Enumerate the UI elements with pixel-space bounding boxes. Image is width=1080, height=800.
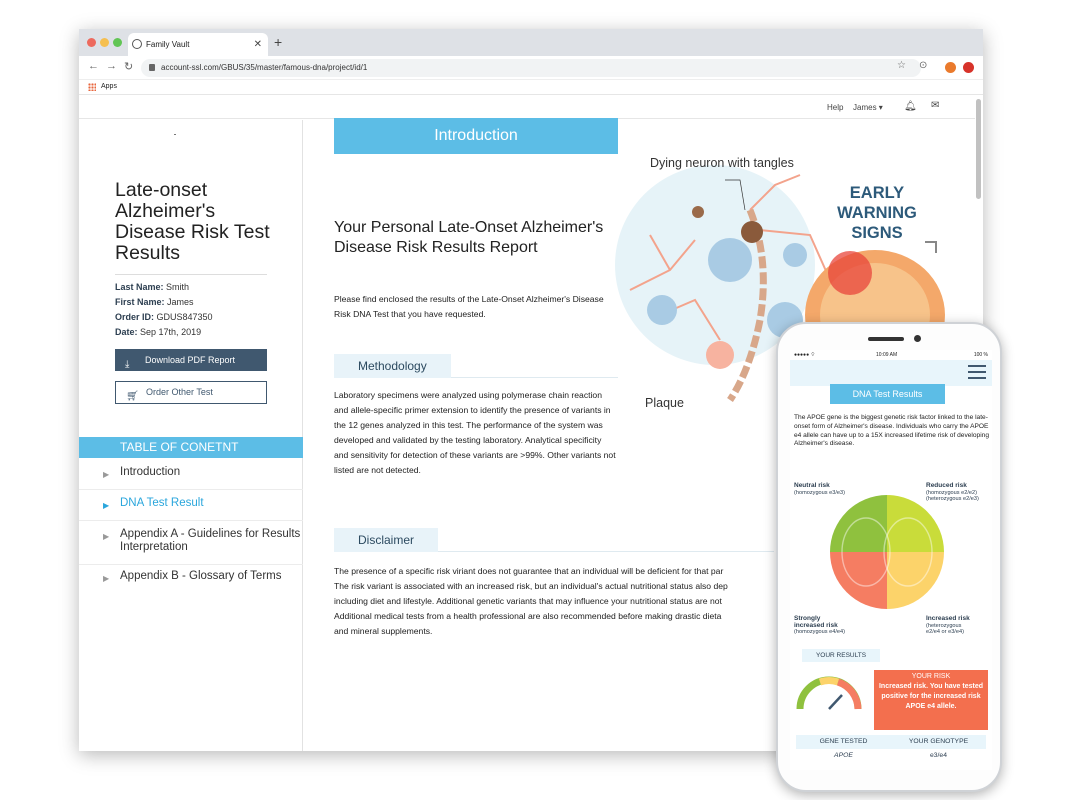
bell-icon[interactable]: 🔔︎ bbox=[904, 101, 917, 112]
reload-icon[interactable]: ↻ bbox=[124, 61, 134, 73]
apps-bookmark[interactable]: Apps bbox=[101, 83, 117, 90]
report-title: Your Personal Late-Onset Alzheimer's Disease Risk Results Report bbox=[334, 219, 604, 256]
toc-item-appendix-a[interactable]: ▶ Appendix A - Guidelines for Results Interpretation bbox=[79, 528, 303, 565]
logo-dot bbox=[174, 134, 176, 135]
early-warning-line-3: SIGNS bbox=[851, 224, 903, 242]
toc-item-dna-test-result[interactable]: ▶ DNA Test Result bbox=[79, 497, 303, 521]
caret-right-icon: ▶ bbox=[103, 470, 110, 479]
tangle-dot bbox=[692, 206, 704, 218]
maximize-window-button[interactable] bbox=[113, 38, 122, 47]
download-pdf-button[interactable]: ⤓ Download PDF Report bbox=[115, 349, 267, 371]
caret-right-icon: ▶ bbox=[103, 532, 110, 541]
gauge-arc-yellow bbox=[820, 681, 838, 682]
close-window-button[interactable] bbox=[87, 38, 96, 47]
user-menu[interactable]: James ▾ bbox=[853, 103, 883, 112]
globe-icon bbox=[132, 39, 142, 49]
dying-neuron-label: Dying neuron with tangles bbox=[650, 156, 794, 170]
early-warning-line-2: WARNING bbox=[837, 204, 917, 222]
report-heading: Late-onset Alzheimer's Disease Risk Test Results bbox=[115, 179, 270, 264]
brain-hotspot bbox=[828, 251, 872, 295]
your-results-heading: YOUR RESULTS bbox=[802, 649, 880, 662]
corner-bracket bbox=[925, 242, 936, 253]
phone-header bbox=[790, 360, 992, 386]
divider bbox=[115, 274, 267, 275]
risk-brain-chart bbox=[828, 493, 946, 611]
toc-heading: TABLE OF CONETNT bbox=[79, 437, 303, 458]
close-tab-icon[interactable]: ✕ bbox=[253, 39, 262, 50]
meta-last-name: Last Name: Smith bbox=[115, 282, 190, 292]
phone-status-bar: ●●●●● ⌔ 10:09 AM 100 % bbox=[794, 352, 988, 358]
order-other-test-button[interactable]: 🛒︎ Order Other Test bbox=[115, 381, 267, 404]
bookmarks-bar bbox=[79, 80, 983, 95]
browser-toolbar bbox=[79, 56, 983, 80]
reduced-risk-label: Reduced risk (homozygous e2/e2) (heterozygous e2/e3) bbox=[926, 482, 979, 502]
sidebar bbox=[79, 120, 303, 751]
toc-item-appendix-b[interactable]: ▶ Appendix B - Glossary of Terms bbox=[103, 570, 282, 583]
plaque-label: Plaque bbox=[645, 396, 684, 410]
disclaimer-header: Disclaimer bbox=[334, 528, 774, 552]
caret-right-icon: ▶ bbox=[103, 501, 110, 510]
apps-grid-icon bbox=[88, 83, 96, 91]
dna-test-results-button[interactable]: DNA Test Results bbox=[830, 384, 945, 404]
extension-icon-2[interactable] bbox=[963, 62, 974, 73]
cart-icon: 🛒︎ bbox=[126, 391, 139, 402]
phone-screen bbox=[790, 350, 992, 770]
address-bar[interactable] bbox=[141, 59, 921, 77]
hamburger-menu-icon[interactable] bbox=[968, 365, 986, 379]
increased-risk-label: Increased risk (heterozygous e2/e4 or e3/e4) bbox=[926, 615, 970, 635]
phone-mockup bbox=[776, 322, 1002, 792]
forward-icon[interactable]: → bbox=[106, 60, 117, 72]
phone-camera bbox=[914, 335, 921, 342]
extension-icon[interactable] bbox=[945, 62, 956, 73]
neutral-risk-label: Neutral risk (homozygous e3/e3) bbox=[794, 482, 845, 496]
camera-icon[interactable]: ⊙ bbox=[919, 60, 928, 71]
your-risk-box: YOUR RISK Increased risk. You have tested positive for the increased risk APOE e4 allele. bbox=[874, 670, 988, 730]
meta-first-name: First Name: James bbox=[115, 297, 194, 307]
top-nav bbox=[79, 95, 975, 119]
tab-bar bbox=[79, 29, 983, 56]
minimize-window-button[interactable] bbox=[100, 38, 109, 47]
meta-date: Date: Sep 17th, 2019 bbox=[115, 327, 202, 337]
early-warning-line-1: EARLY bbox=[849, 184, 905, 202]
genotype-table: GENE TESTED YOUR GENOTYPE APOE e3/e4 bbox=[796, 735, 986, 763]
disclaimer-paragraph: The presence of a specific risk viriant does not guarantee that an individual will be deficient for that par The risk variant is associated with an increased risk, but an individual's actual nutritional status also dep including diet and lifestyle. Additional genetic variants that may influence your nutritional status are not Additional medical tests from a health professional are also recommended before making drastic dieta and mineral supplements. bbox=[334, 566, 728, 636]
download-icon: ⤓ bbox=[125, 359, 130, 370]
strongly-increased-label: Strongly increased risk (homozygous e4/e4) bbox=[794, 615, 845, 635]
dying-neuron bbox=[741, 221, 763, 243]
browser-tab[interactable] bbox=[128, 33, 268, 56]
meta-order-id: Order ID: GDUS847350 bbox=[115, 312, 213, 322]
risk-gauge bbox=[794, 673, 864, 713]
methodology-header: Methodology bbox=[334, 354, 618, 378]
intro-paragraph: Please find enclosed the results of the Late-Onset Alzheimer's Disease Risk DNA Test that you have requested. bbox=[334, 294, 604, 319]
phone-speaker bbox=[868, 337, 904, 341]
url-text: account-ssl.com/GBUS/35/master/famous-dna/project/id/1 bbox=[161, 63, 368, 72]
new-tab-button[interactable]: + bbox=[274, 34, 283, 50]
toc-item-introduction[interactable]: ▶ Introduction bbox=[79, 466, 303, 490]
caret-right-icon: ▶ bbox=[103, 574, 110, 583]
tab-title: Family Vault bbox=[146, 40, 190, 49]
star-icon[interactable]: ☆ bbox=[897, 60, 906, 71]
gauge-needle bbox=[829, 695, 842, 709]
back-icon[interactable]: ← bbox=[88, 60, 99, 72]
lock-icon bbox=[149, 64, 155, 71]
mail-icon[interactable]: ✉ bbox=[931, 100, 940, 111]
neuron-cell bbox=[706, 341, 734, 369]
apoe-description: The APOE gene is the biggest genetic risk factor linked to the late-onset form of Alzheimer's disease. Individuals who carry the APOE e4 allele can have up to a 15X increased lifetime risk of developing Alzheimer's disease. bbox=[794, 414, 990, 448]
methodology-paragraph: Laboratory specimens were analyzed using polymerase chain reaction and allele-specific primer extension to identify the presence of variants in the 12 genes analyzed in this test. The performance of the system was developed and validated by the testing laboratory. Analytical specificity and sensitivity for detection of these variants are >99%. Other variants not listed are not detected. bbox=[334, 390, 616, 475]
introduction-tab[interactable]: Introduction bbox=[334, 118, 618, 154]
help-link[interactable]: Help bbox=[827, 103, 844, 112]
